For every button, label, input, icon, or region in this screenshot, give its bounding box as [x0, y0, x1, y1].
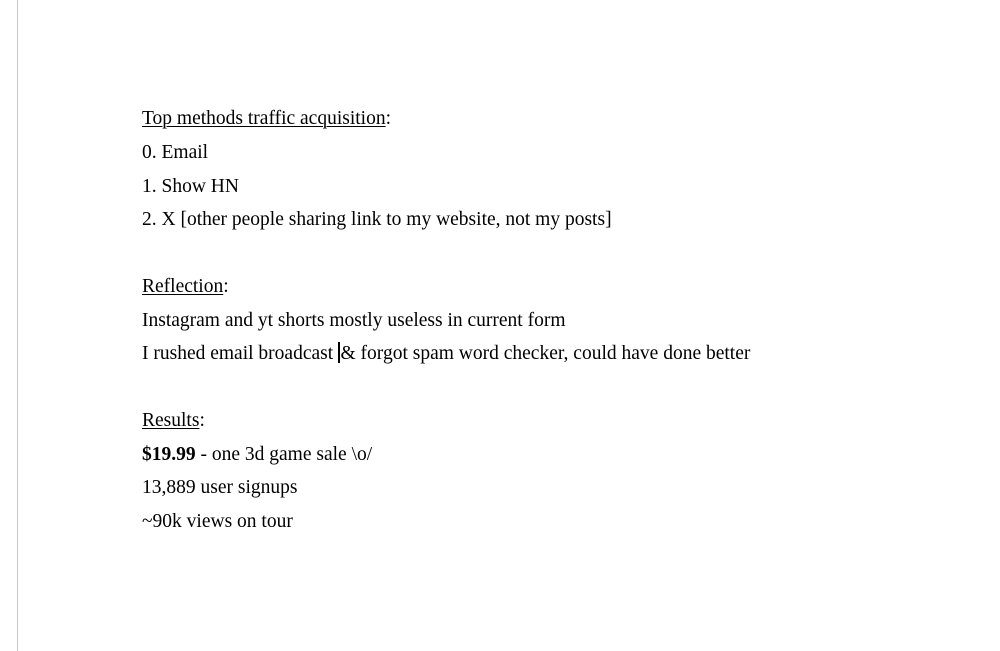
results-sale-line[interactable]	[142, 443, 372, 467]
sale-description: - one 3d game sale \o/	[195, 444, 373, 465]
traffic-heading: Top methods traffic acquisition	[142, 108, 386, 129]
traffic-item-x[interactable]: 2. X [other people sharing link to my website, not my posts]	[142, 209, 612, 230]
traffic-heading-line[interactable]	[142, 107, 391, 131]
traffic-item-show-hn[interactable]: 1. Show HN	[142, 176, 239, 197]
reflection-heading-colon: :	[223, 276, 229, 297]
text-cursor	[338, 342, 340, 363]
traffic-item-email[interactable]: 0. Email	[142, 142, 209, 163]
sale-amount: $19.99	[142, 444, 196, 465]
reflection-heading-line[interactable]	[142, 275, 229, 299]
reflection-heading: Reflection	[142, 276, 224, 297]
results-heading: Results	[142, 410, 200, 431]
results-heading-line[interactable]	[142, 409, 205, 433]
results-heading-colon: :	[199, 410, 205, 431]
results-views[interactable]: ~90k views on tour	[142, 511, 293, 532]
reflection-line-2-end: & forgot spam word checker, could have done better	[340, 343, 751, 364]
traffic-heading-colon: :	[385, 108, 392, 129]
reflection-line-2[interactable]	[142, 342, 750, 366]
results-signups[interactable]: 13,889 user signups	[142, 477, 298, 498]
reflection-line-2-start: I rushed email broadcast	[142, 343, 339, 364]
page-left-edge	[17, 0, 18, 651]
reflection-line-1[interactable]: Instagram and yt shorts mostly useless in current form	[142, 310, 566, 331]
